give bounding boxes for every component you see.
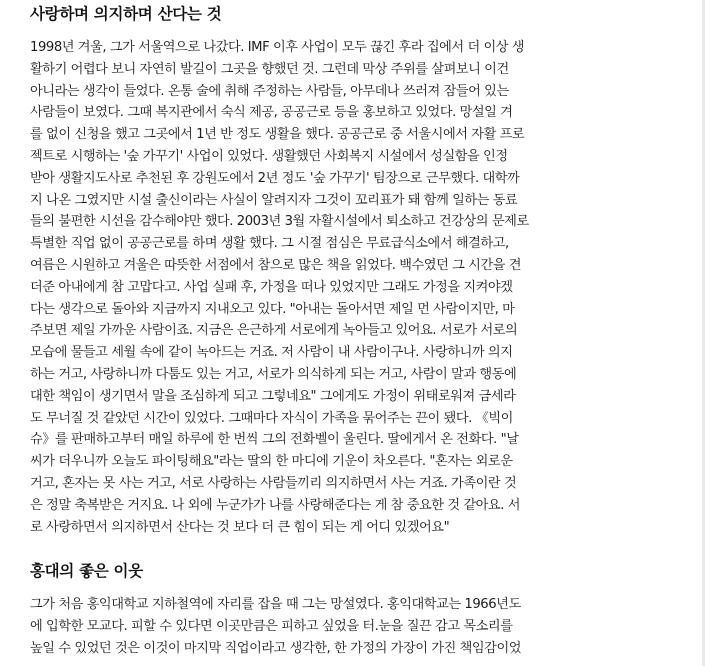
paragraph-line: 받아 생활지도사로 추천된 후 강원도에서 2년 정도 '숲 가꾸기' 팀장으로 근무했다. 대학까 — [30, 170, 520, 186]
paragraph-line: 은 정말 축복받은 거지요. 나 외에 누군가가 나를 사랑해준다는 게 참 중요한 것 같아요. 서 — [30, 497, 520, 513]
paragraph-line: 그가 처음 홍익대학교 지하철역에 자리를 잡을 때 그는 망설였다. 홍익대학교는 1966년도 — [30, 597, 521, 612]
article-paragraph-love-and-rely — [30, 37, 682, 538]
paragraph-line: 들의 불편한 시선을 감수해야만 했다. 2003년 3월 자활시설에서 퇴소하고 건강상의 문제로 — [30, 214, 529, 230]
paragraph-line: 지 나온 그였지만 시설 출신이라는 사실이 알려지자 그것이 꼬리표가 돼 함께 일하는 동료 — [30, 192, 518, 208]
paragraph-line: 특별한 직업 없이 공공근로를 하며 생활 했다. 그 시절 점심은 무료급식소에서 해결하고, — [30, 236, 509, 252]
paragraph-line: 거고, 혼자는 못 사는 거고, 서로 사랑하는 사람들끼리 의지하면서 사는 거죠. 가족이란 것 — [30, 475, 517, 491]
paragraph-line: 활하기 어렵다 보니 자연히 발길이 그곳을 향했던 것. 그런데 막상 주위를 살펴보니 이건 — [30, 61, 509, 77]
paragraph-line: 주보면 제일 가까운 사람이죠. 지금은 은근하게 서로에게 녹아들고 있어요. 서로가 서로의 — [30, 323, 518, 339]
paragraph-line: 하는 거고, 사랑하니까 다툼도 있는 거고, 서로가 의식하게 되는 거고, 사람이 말과 행동에 — [30, 366, 517, 382]
paragraph-line: 씨가 더우니까 오늘도 파이팅해요"라는 딸의 한 마디에 기운이 차오른다. "혼자는 외로운 — [30, 454, 513, 470]
paragraph-line: 로 사랑하면서 의지하면서 산다는 것 보다 더 큰 힘이 되는 게 어디 있겠어요" — [30, 519, 450, 535]
paragraph-line: 아니라는 생각이 들었다. 온통 술에 취해 주정하는 사람들, 아무데나 쓰러져 잠들어 있는 — [30, 83, 509, 99]
paragraph-line: 도 무너질 것 같았던 시간이 있었다. 그때마다 자식이 가족을 묶어주는 끈이 됐다. 《빅이 — [30, 410, 513, 426]
paragraph-line: 젝트로 시행하는 '숲 가꾸기' 사업이 있었다. 생활했던 사회복지 시설에서 성실함을 인정 — [30, 148, 508, 164]
paragraph-line: 슈》를 판매하고부터 매일 하루에 한 번씩 그의 전화벨이 울린다. 딸에게서 온 전화다. "날 — [30, 432, 519, 448]
paragraph-line: 여름은 시원하고 겨울은 따뜻한 서점에서 참으로 많은 책을 읽었다. 백수였던 그 시간을 견 — [30, 257, 522, 273]
paragraph-line: 사람들이 보였다. 그때 복지관에서 숙식 제공, 공공근로 등을 홍보하고 있었다. 망설일 겨 — [30, 105, 513, 121]
paragraph-line: 1998년 겨울, 그가 서울역으로 나갔다. IMF 이후 사업이 모두 끊긴 후라 집에서 더 이상 생 — [30, 40, 525, 55]
paragraph-line: 대한 책임이 생기면서 말을 조심하게 되고 그렇네요" 그에게도 가정이 위태로워져 금세라 — [30, 388, 516, 404]
section-heading-hongdae-neighbor: 홍대의 좋은 이웃 — [30, 562, 143, 580]
paragraph-line: 에 입학한 모교다. 피할 수 있다면 이곳만큼은 피하고 싶었을 터.눈을 질끈 감고 목소리를 — [30, 618, 513, 634]
paragraph-line: 더준 아내에게 참 고맙다고. 사업 실패 후, 가정을 떠나 있었지만 그래도 가정을 지켜야겠 — [30, 279, 513, 295]
paragraph-line: 다는 생각으로 돌아와 지금까지 지내오고 있다. "아내는 돌아서면 제일 먼 사람이지만, 마 — [30, 301, 515, 317]
paragraph-line: 를 없이 신청을 했고 그곳에서 1년 반 정도 생활을 했다. 공공근로 중 서울시에서 자활 프로 — [30, 127, 525, 143]
article-paragraph-hongdae-neighbor — [30, 594, 682, 659]
section-heading-love-and-rely: 사랑하며 의지하며 산다는 것 — [30, 5, 222, 23]
paragraph-line: 모습에 물들고 세월 속에 같이 녹아드는 거죠. 저 사람이 내 사람이구나. 사랑하니까 의지 — [30, 345, 513, 361]
paragraph-line: 높일 수 있었던 것은 이것이 마지막 직업이라고 생각한, 한 가정의 가장이 가진 책임감이었 — [30, 640, 522, 656]
